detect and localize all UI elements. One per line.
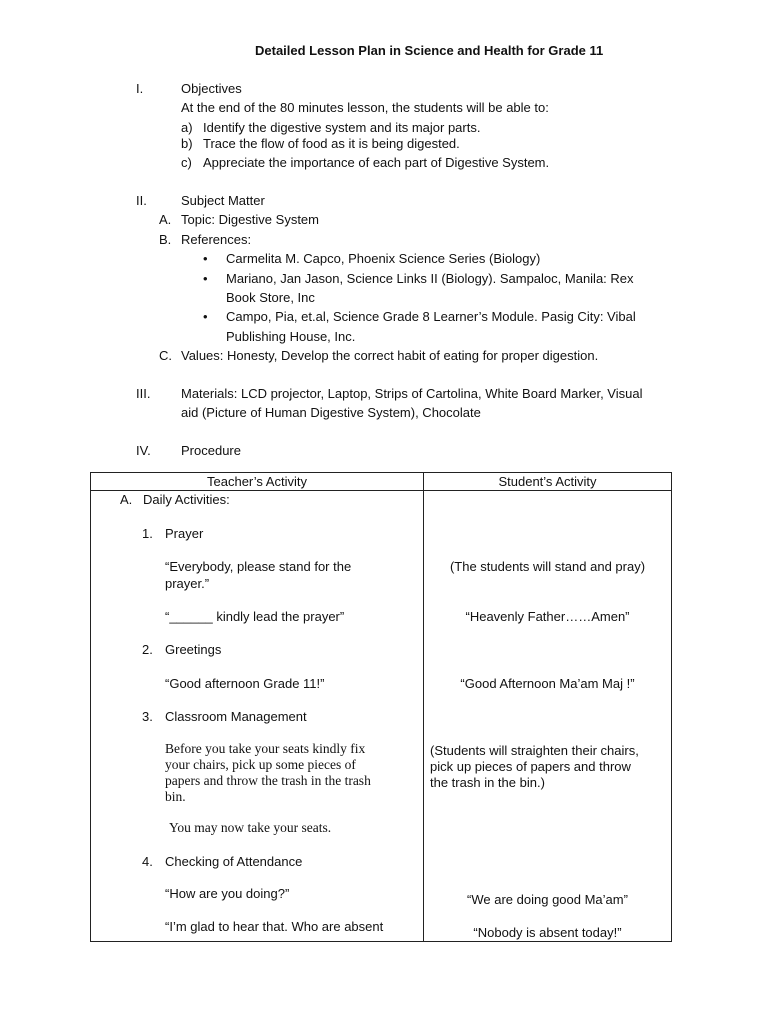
bullet-icon: • bbox=[203, 251, 208, 266]
teacher-activity-header: Teacher’s Activity bbox=[207, 474, 307, 489]
objective-item: Trace the flow of food as it is being digested. bbox=[203, 136, 460, 151]
student-line: (The students will stand and pray) bbox=[449, 559, 646, 574]
reference-item: Campo, Pia, et.al, Science Grade 8 Learner’s Module. Pasig City: Vibal bbox=[226, 309, 636, 324]
teacher-line: “Good afternoon Grade 11!” bbox=[165, 676, 325, 691]
objective-item: Identify the digestive system and its major parts. bbox=[203, 120, 481, 135]
teacher-line: your chairs, pick up some pieces of bbox=[165, 757, 356, 772]
reference-item-cont: Publishing House, Inc. bbox=[226, 329, 356, 344]
list-marker: 4. bbox=[142, 854, 153, 869]
teacher-line: “I’m glad to hear that. Who are absent bbox=[165, 919, 384, 934]
bullet-icon: • bbox=[203, 271, 208, 286]
list-marker: B. bbox=[159, 232, 172, 247]
column-divider bbox=[423, 473, 424, 941]
attendance-heading: Checking of Attendance bbox=[165, 854, 303, 869]
student-activity-header: Student’s Activity bbox=[498, 474, 597, 489]
list-marker: C. bbox=[159, 348, 172, 363]
list-marker: A. bbox=[120, 492, 133, 507]
student-line: “Nobody is absent today!” bbox=[473, 925, 622, 940]
section-number: III. bbox=[136, 386, 151, 401]
student-line: the trash in the bin.) bbox=[430, 775, 545, 790]
reference-item: Carmelita M. Capco, Phoenix Science Series (Biology) bbox=[226, 251, 541, 266]
objectives-intro: At the end of the 80 minutes lesson, the students will be able to: bbox=[181, 100, 549, 115]
list-marker: 2. bbox=[142, 642, 153, 657]
section-number: I. bbox=[136, 81, 144, 96]
teacher-line: bin. bbox=[165, 789, 186, 804]
subject-heading: Subject Matter bbox=[181, 193, 265, 208]
teacher-line: You may now take your seats. bbox=[169, 820, 332, 835]
prayer-heading: Prayer bbox=[165, 526, 204, 541]
classroom-management-heading: Classroom Management bbox=[165, 709, 307, 724]
list-marker: A. bbox=[159, 212, 172, 227]
daily-activities-heading: Daily Activities: bbox=[143, 492, 230, 507]
teacher-line: prayer.” bbox=[165, 576, 210, 591]
student-line: (Students will straighten their chairs, bbox=[430, 743, 639, 758]
reference-item: Mariano, Jan Jason, Science Links II (Biology). Sampaloc, Manila: Rex bbox=[226, 271, 634, 286]
list-marker: b) bbox=[181, 136, 193, 151]
list-marker: a) bbox=[181, 120, 193, 135]
topic: Topic: Digestive System bbox=[181, 212, 319, 227]
student-line: pick up pieces of papers and throw bbox=[430, 759, 631, 774]
list-marker: 1. bbox=[142, 526, 153, 541]
document-title: Detailed Lesson Plan in Science and Health for Grade 11 bbox=[255, 43, 604, 58]
greetings-heading: Greetings bbox=[165, 642, 222, 657]
student-line: “Good Afternoon Ma’am Maj !” bbox=[460, 676, 635, 691]
section-number: II. bbox=[136, 193, 147, 208]
bullet-icon: • bbox=[203, 309, 208, 324]
materials-line: aid (Picture of Human Digestive System), Chocolate bbox=[181, 405, 481, 420]
references-heading: References: bbox=[181, 232, 252, 247]
teacher-line: Before you take your seats kindly fix bbox=[165, 741, 366, 756]
teacher-line: papers and throw the trash in the trash bbox=[165, 773, 371, 788]
student-line: “Heavenly Father……Amen” bbox=[465, 609, 630, 624]
section-number: IV. bbox=[136, 443, 151, 458]
objective-item: Appreciate the importance of each part of Digestive System. bbox=[203, 155, 550, 170]
reference-item-cont: Book Store, Inc bbox=[226, 290, 315, 305]
values: Values: Honesty, Develop the correct habit of eating for proper digestion. bbox=[181, 348, 599, 363]
list-marker: 3. bbox=[142, 709, 153, 724]
teacher-line: “Everybody, please stand for the bbox=[165, 559, 352, 574]
objectives-heading: Objectives bbox=[181, 81, 242, 96]
student-line: “We are doing good Ma’am” bbox=[467, 892, 628, 907]
activity-table bbox=[90, 472, 672, 942]
teacher-line: “How are you doing?” bbox=[165, 886, 290, 901]
procedure-heading: Procedure bbox=[181, 443, 241, 458]
teacher-line: “______ kindly lead the prayer” bbox=[165, 609, 345, 624]
materials-line: Materials: LCD projector, Laptop, Strips of Cartolina, White Board Marker, Visual bbox=[181, 386, 643, 401]
list-marker: c) bbox=[181, 155, 192, 170]
